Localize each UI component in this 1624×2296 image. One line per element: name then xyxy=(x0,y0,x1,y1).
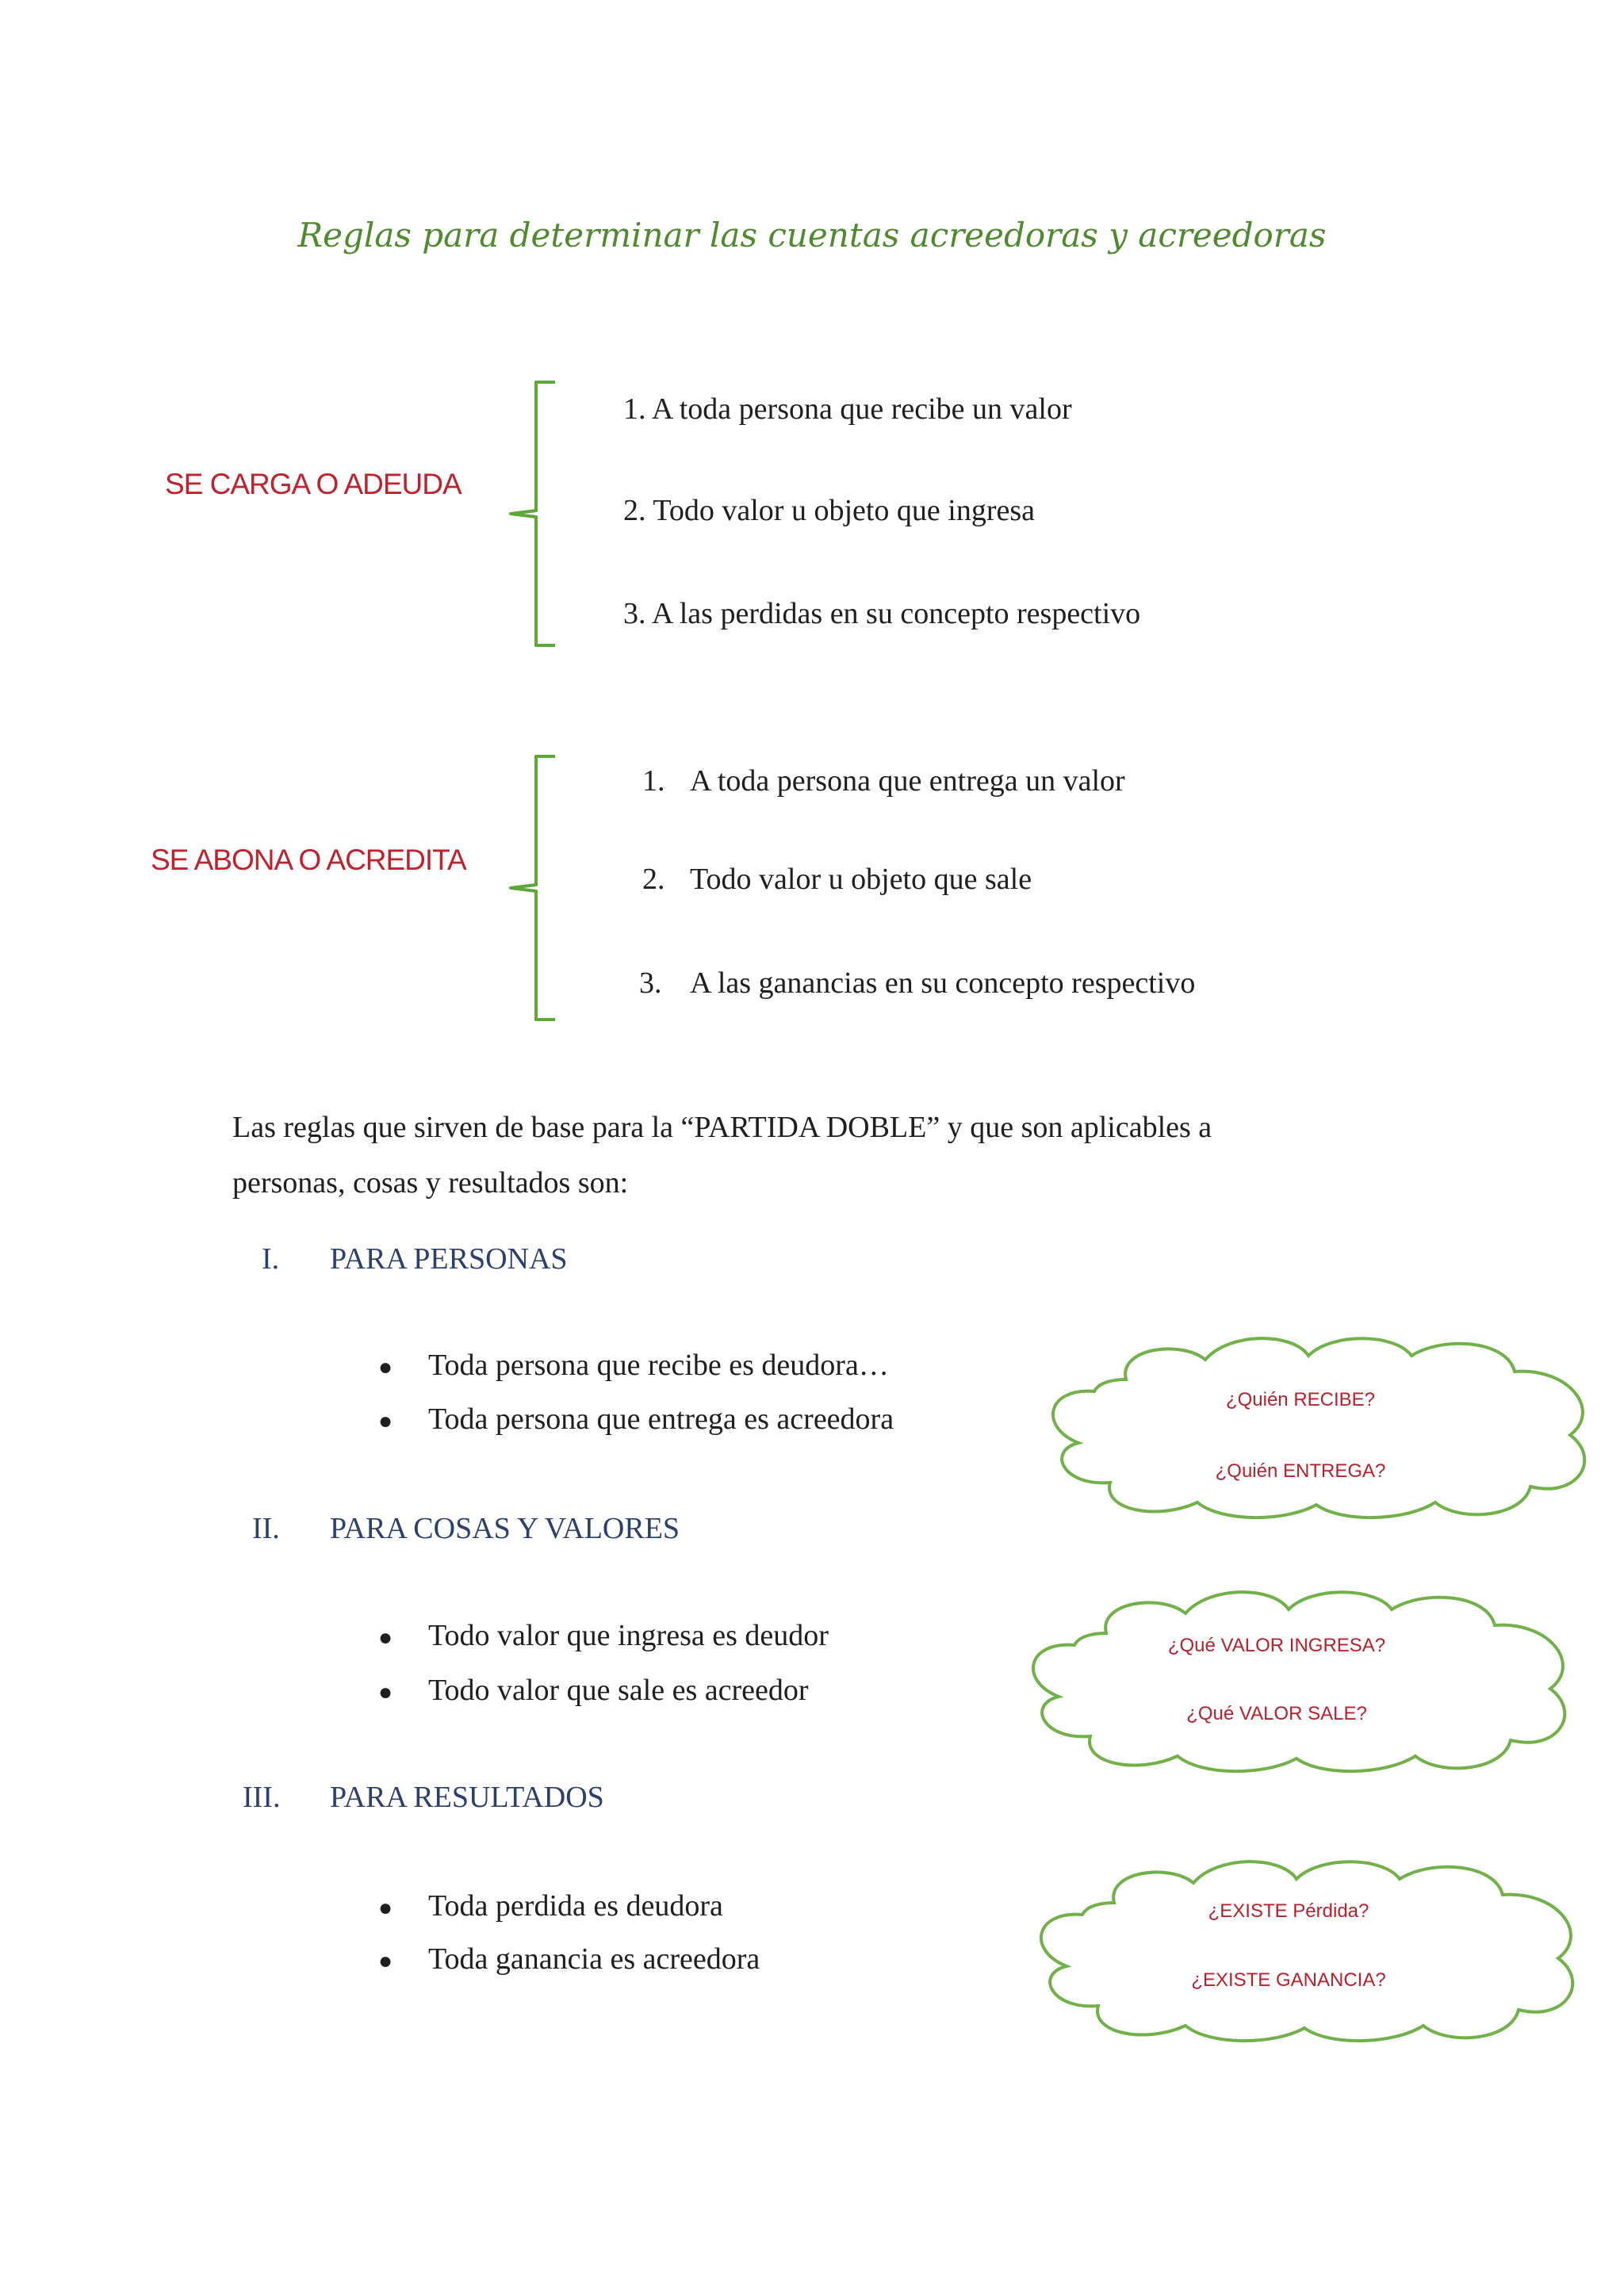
bullet-icon: ● xyxy=(378,1948,393,1974)
bullet-icon: ● xyxy=(378,1679,393,1705)
credit-rule-3-num: 3. xyxy=(639,966,662,1000)
section-2-number: II. xyxy=(252,1512,280,1545)
intro-line-1: Las reglas que sirven de base para la “PARTIDA DOBLE” y que son aplicables a xyxy=(232,1111,1212,1144)
page-title: Reglas para determinar las cuentas acreedoras y acreedoras xyxy=(297,216,1327,254)
section-1-title: PARA PERSONAS xyxy=(330,1242,568,1276)
credit-rule-1: A toda persona que entrega un valor xyxy=(690,764,1125,798)
cloud-3-question-2: ¿EXISTE GANANCIA? xyxy=(1191,1969,1386,1991)
section-2-bullet-2: Todo valor que sale es acreedor xyxy=(428,1674,809,1707)
section-1-number: I. xyxy=(262,1242,280,1276)
cloud-1-question-1: ¿Quién RECIBE? xyxy=(1225,1389,1376,1410)
section-1-bullet-1: Toda persona que recibe es deudora… xyxy=(428,1349,889,1382)
cloud-1-clip xyxy=(1205,1451,1396,1482)
thought-cloud-icon xyxy=(1015,1847,1594,2045)
section-3-title: PARA RESULTADOS xyxy=(330,1781,604,1814)
cloud-3-question-1: ¿EXISTE Pérdida? xyxy=(1208,1900,1369,1922)
section-3-bullet-2: Toda ganancia es acreedora xyxy=(428,1942,760,1976)
cloud-1-question-2: ¿Quién ENTREGA? xyxy=(1215,1460,1386,1482)
intro-line-2: personas, cosas y resultados son: xyxy=(232,1166,629,1200)
bullet-icon: ● xyxy=(378,1354,393,1380)
bullet-icon: ● xyxy=(378,1895,393,1921)
debit-rule-label: SE CARGA O ADEUDA xyxy=(165,468,462,500)
bullet-icon: ● xyxy=(378,1408,393,1434)
debit-rule-1: 1. A toda persona que recibe un valor xyxy=(623,392,1072,426)
cloud-2-question-2: ¿Qué VALOR SALE? xyxy=(1186,1703,1367,1724)
credit-brace-icon xyxy=(500,753,563,1023)
credit-rule-2-num: 2. xyxy=(642,863,665,896)
section-2-bullet-1: Todo valor que ingresa es deudor xyxy=(428,1619,829,1652)
credit-rule-label: SE ABONA O ACREDITA xyxy=(151,844,466,876)
section-2-title: PARA COSAS Y VALORES xyxy=(330,1512,680,1545)
debit-brace-icon xyxy=(500,379,563,649)
section-3-number: III. xyxy=(243,1781,281,1814)
debit-rule-3: 3. A las perdidas en su concepto respectivo xyxy=(623,597,1141,630)
section-3-bullet-1: Toda perdida es deudora xyxy=(428,1889,723,1923)
section-1-bullet-2: Toda persona que entrega es acreedora xyxy=(428,1402,894,1436)
credit-rule-3: A las ganancias en su concepto respectivo xyxy=(690,966,1196,1000)
debit-rule-2: 2. Todo valor u objeto que ingresa xyxy=(623,494,1036,527)
credit-rule-2: Todo valor u objeto que sale xyxy=(690,863,1032,896)
bullet-icon: ● xyxy=(378,1624,393,1651)
credit-rule-1-num: 1. xyxy=(642,764,665,798)
cloud-2-question-1: ¿Qué VALOR INGRESA? xyxy=(1167,1635,1386,1656)
thought-cloud-icon xyxy=(1007,1578,1586,1776)
thought-cloud-icon xyxy=(1031,1324,1602,1522)
